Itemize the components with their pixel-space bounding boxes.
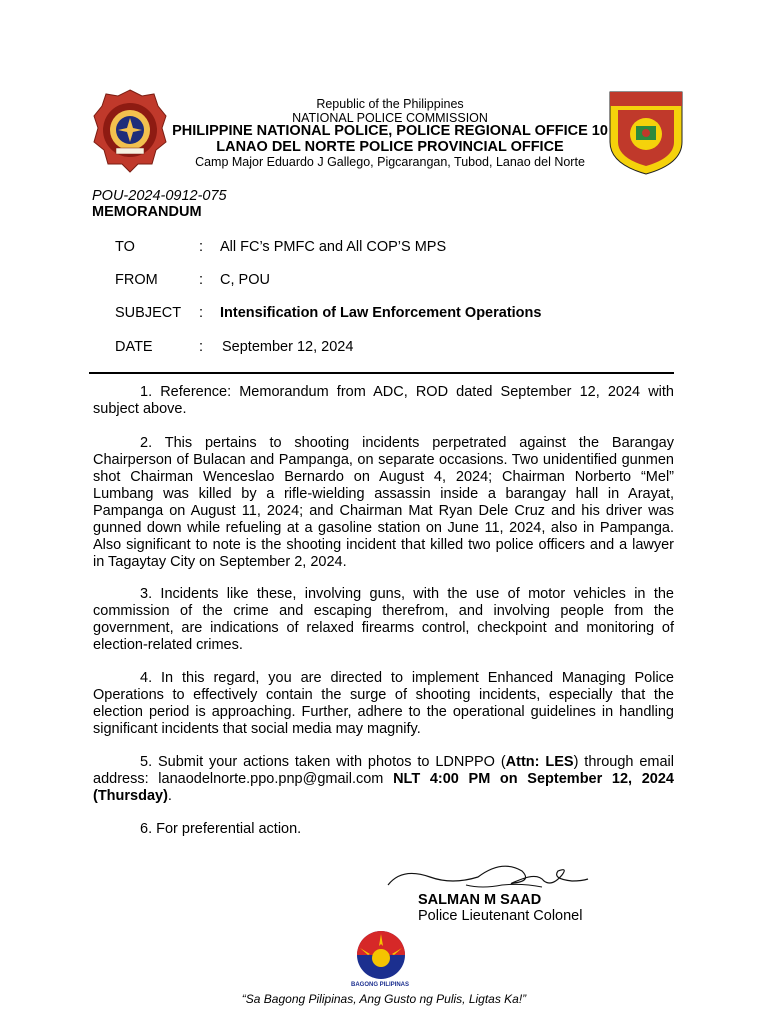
header-divider (89, 372, 674, 374)
subject-value: Intensification of Law Enforcement Operations (220, 305, 542, 321)
footer-slogan: “Sa Bagong Pilipinas, Ang Gusto ng Pulis, Ligtas Ka!” (241, 992, 527, 1006)
paragraph-5-text-c: ) through email address: lanaodelnorte.ppo.pnp@gmail.com (93, 754, 675, 787)
signatory-name: SALMAN M SAAD (418, 892, 542, 908)
to-colon: : (199, 239, 204, 255)
from-value: C, POU (220, 272, 270, 288)
paragraph-5-deadline: NLT 4:00 PM on September 12, 2024 (Thursday) (93, 771, 674, 804)
paragraph-6: 6. For preferential action. (140, 821, 302, 837)
from-colon: : (199, 272, 204, 288)
paragraph-1: 1. Reference: Memorandum from ADC, ROD dated September 12, 2024 with subject above. (93, 384, 674, 417)
bagong-pilipinas-logo (350, 928, 412, 982)
pnp-seal-logo (92, 88, 168, 174)
lanao-del-norte-ppo-seal-logo (606, 90, 686, 176)
header-address: Camp Major Eduardo J Gallego, Pigcarangan, Tubod, Lanao del Norte (195, 155, 585, 169)
paragraph-5-text-e: . (167, 788, 172, 804)
paragraph-5 (93, 754, 674, 805)
paragraph-4: 4. In this regard, you are directed to implement Enhanced Managing Police Operations to effectively contain the surge of shooting incidents, especially that the election period is approaching. Further, adhere to the operational guidelines in handling significant incidents that social media may magnify. (93, 670, 674, 737)
bagong-pilipinas-label: BAGONG PILIPINAS (350, 982, 409, 988)
subject-colon: : (199, 305, 204, 321)
header-republic: Republic of the Philippines (316, 97, 464, 111)
paragraph-3: 3. Incidents like these, involving guns, with the use of motor vehicles in the commission of the crime and escaping therefrom, and involving people from the government, are indications of relaxed firearms control, checkpoint and monitoring of election-related crimes. (93, 586, 674, 653)
date-label: DATE (115, 339, 153, 355)
date-colon: : (199, 339, 204, 355)
header-napolcom: NATIONAL POLICE COMMISSION (292, 111, 488, 125)
memo-title: MEMORANDUM (92, 204, 202, 220)
memo-number: POU-2024-0912-075 (92, 188, 227, 204)
date-value: September 12, 2024 (222, 339, 354, 355)
from-label: FROM (115, 272, 158, 288)
paragraph-2: 2. This pertains to shooting incidents perpetrated against the Barangay Chairperson of Bulacan and Pampanga, on separate occasions. Two unidentified gunmen shot Chairman Wenceslao Bernardo on August 4, 2024; Chairman Norberto “Mel” Lumbang was killed by a rifle-wielding assassin inside a barangay hall in Arayat, Pampanga on August 11, 2024; and Chairman Mat Ryan Dele Cruz and his driver was gunned down while refueling at a gasoline station on June 11, 2024, also in Pampanga. Also significant to note is the shooting incident that killed two police officers and a lawyer in Tagaytay City on September 2, 2024. (93, 435, 674, 570)
signatory-rank: Police Lieutenant Colonel (418, 908, 583, 924)
header-pnp-regional: PHILIPPINE NATIONAL POLICE, POLICE REGIONAL OFFICE 10 (172, 123, 608, 139)
to-value: All FC’s PMFC and All COP’S MPS (220, 239, 447, 255)
to-label: TO (115, 239, 135, 255)
paragraph-5-attn: Attn: LES (505, 754, 574, 770)
paragraph-5-text-a: 5. Submit your actions taken with photos to LDNPPO ( (140, 754, 506, 770)
header-provincial-office: LANAO DEL NORTE POLICE PROVINCIAL OFFICE (216, 139, 564, 155)
subject-label: SUBJECT (115, 305, 182, 321)
